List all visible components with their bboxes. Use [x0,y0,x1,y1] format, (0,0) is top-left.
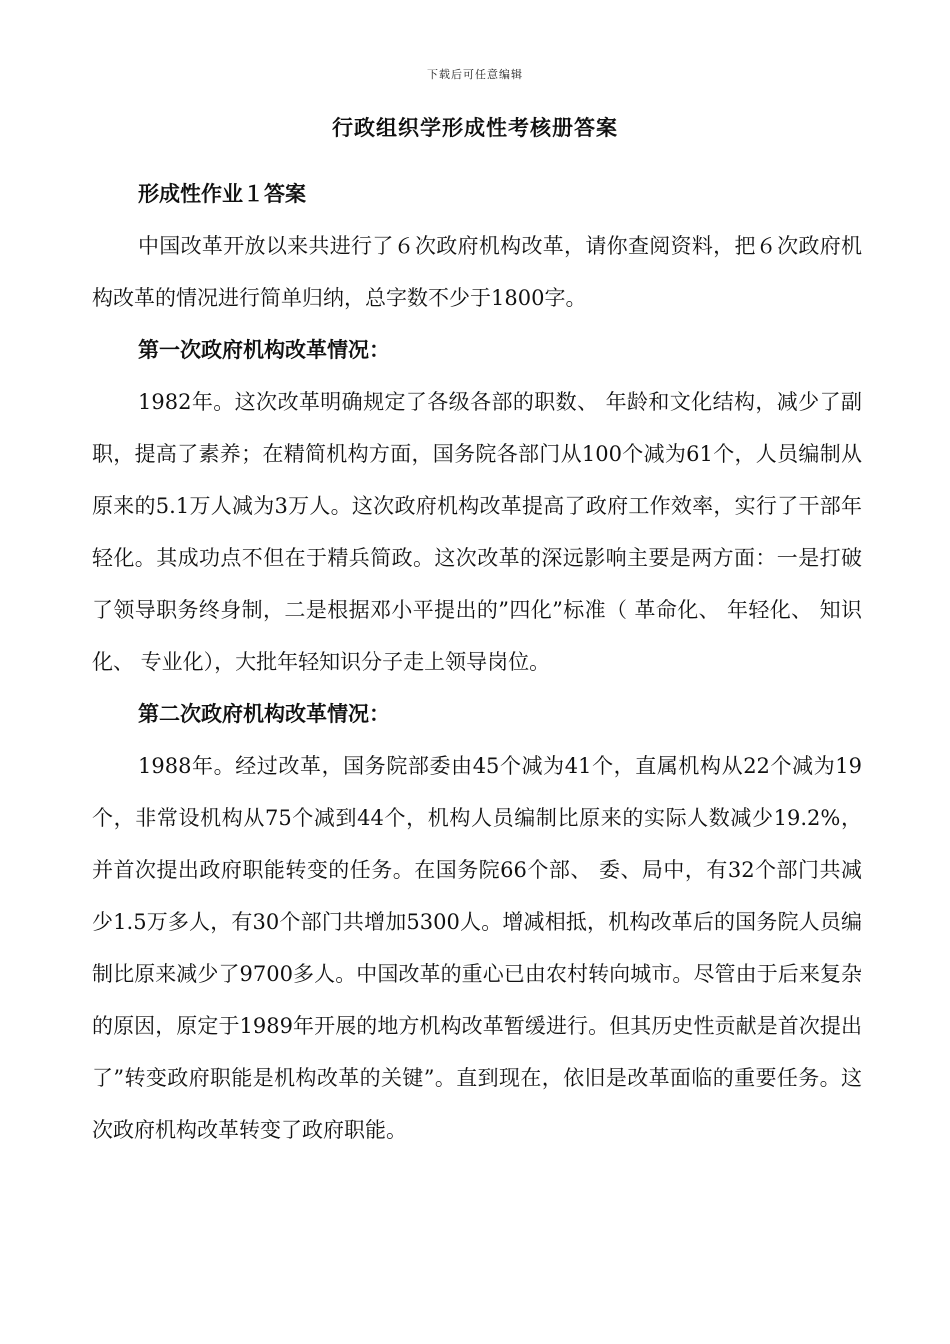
document-body [92,168,862,1156]
reform2-heading: 第二次政府机构改革情况： [138,701,390,726]
reform1-heading: 第一次政府机构改革情况： [138,337,390,362]
document-title: 行政组织学形成性考核册答案 [332,115,618,140]
section-heading: 形成性作业１答案 [138,181,306,206]
reform1-paragraph: 1982年。这次改革明确规定了各级各部的职数、 年龄和文化结构，减少了副职，提高了素养；在精简机构方面，国务院各部门从100个减为61个，人员编制从原来的5.1万人减为3万人。这次政府机构改革提高了政府工作效率，实行了干部年轻化。其成功点不但在于精兵简政。这次改革的深远影响主要是两方面：一是打破了领导职务终身制，二是根据邓小平提出的”四化”标准（ 革命化、 年轻化、 知识化、 专业化），大批年轻知识分子走上领导岗位。 [92,390,862,674]
intro-paragraph: 中国改革开放以来共进行了６次政府机构改革，请你查阅资料，把６次政府机构改革的情况进行简单归纳，总字数不少于1800字。 [92,234,862,310]
header-note: 下载后可任意编辑 [427,68,523,81]
reform2-paragraph: 1988年。经过改革，国务院部委由45个减为41个，直属机构从22个减为19个，非常设机构从75个减到44个，机构人员编制比原来的实际人数减少19.2%，并首次提出政府职能转变的任务。在国务院66个部、 委、局中，有32个部门共减少1.5万多人，有30个部门共增加5300人。增减相抵，机构改革后的国务院人员编制比原来减少了9700多人。中国改革的重心已由农村转向城市。尽管由于后来复杂的原因，原定于1989年开展的地方机构改革暂缓进行。但其历史性贡献是首次提出了”转变政府职能是机构改革的关键”。直到现在，依旧是改革面临的重要任务。这次政府机构改革转变了政府职能。 [92,754,862,1142]
